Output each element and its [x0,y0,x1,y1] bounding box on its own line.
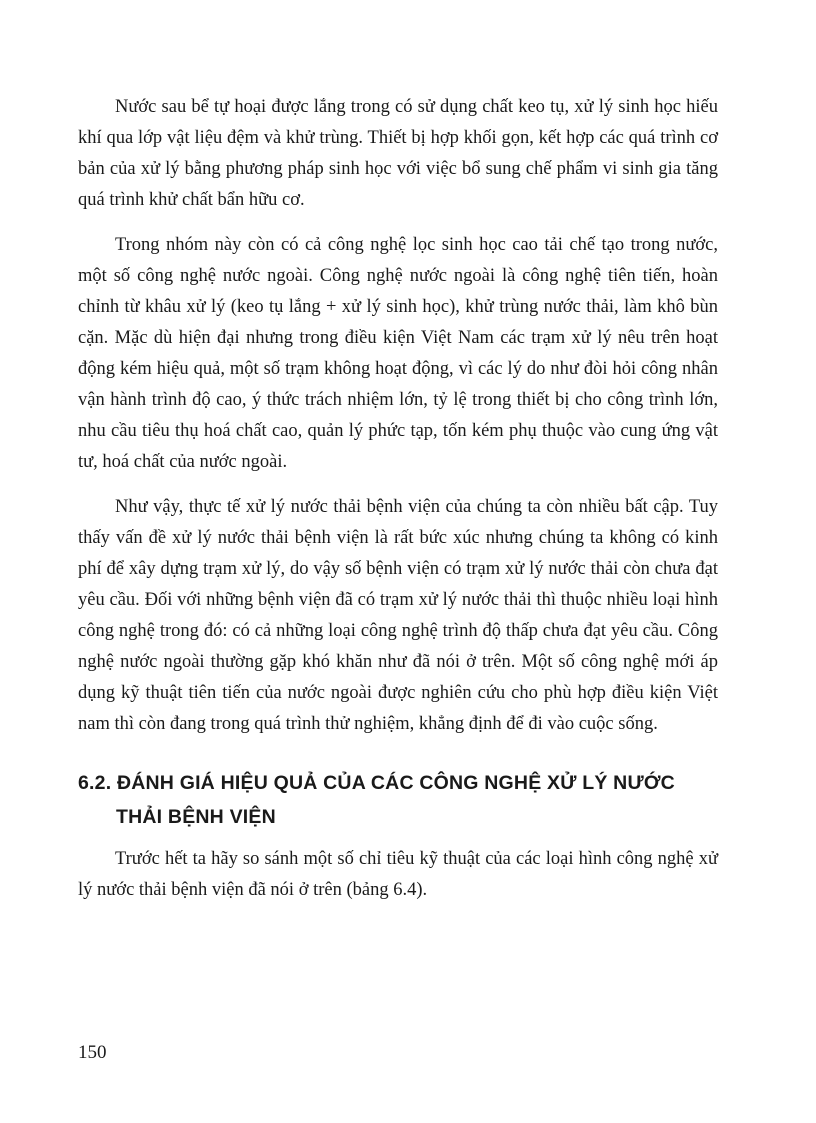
paragraph-treatment-process: Nước sau bể tự hoại được lắng trong có sử dụng chất keo tụ, xử lý sinh học hiếu khí qua lớp vật liệu đệm và khử trùng. Thiết bị hợp khối gọn, kết hợp các quá trình cơ bản của xử lý bằng phương pháp sinh học với việc bổ sung chế phẩm vi sinh gia tăng quá trình khử chất bẩn hữu cơ. [78,97,718,210]
paragraph-technology-group: Trong nhóm này còn có cả công nghệ lọc sinh học cao tải chế tạo trong nước, một số công nghệ nước ngoài. Công nghệ nước ngoài là công nghệ tiên tiến, hoàn chỉnh từ khâu xử lý (keo tụ lắng + xử lý sinh học), khử trùng nước thải, làm khô bùn cặn. Mặc dù hiện đại nhưng trong điều kiện Việt Nam các trạm xử lý nêu trên hoạt động kém hiệu quả, một số trạm không hoạt động, vì các lý do như đòi hỏi công nhân vận hành trình độ cao, ý thức trách nhiệm lớn, tỷ lệ trong thiết bị cho công trình lớn, nhu cầu tiêu thụ hoá chất cao, quản lý phức tạp, tốn kém phụ thuộc vào cung ứng vật tư, hoá chất của nước ngoài. [78,235,718,472]
paragraph-current-situation: Như vậy, thực tế xử lý nước thải bệnh viện của chúng ta còn nhiều bất cập. Tuy thấy vấn đề xử lý nước thải bệnh viện là rất bức xúc nhưng chúng ta không có kinh phí để xây dựng trạm xử lý, do vậy số bệnh viện có trạm xử lý nước thải còn chưa đạt yêu cầu. Đối với những bệnh viện đã có trạm xử lý nước thải thì thuộc nhiều loại hình công nghệ trong đó: có cả những loại công nghệ trình độ thấp chưa đạt yêu cầu. Công nghệ nước ngoài thường gặp khó khăn như đã nói ở trên. Một số công nghệ mới áp dụng kỹ thuật tiên tiến của nước ngoài được nghiên cứu cho phù hợp điều kiện Việt nam thì còn đang trong quá trình thử nghiệm, khẳng định để đi vào cuộc sống. [78,497,718,734]
section-title-line1: ĐÁNH GIÁ HIỆU QUẢ CỦA CÁC CÔNG NGHỆ XỬ LÝ NƯỚC [116,772,675,794]
paragraph-comparison-intro: Trước hết ta hãy so sánh một số chỉ tiêu kỹ thuật của các loại hình công nghệ xử lý nước thải bệnh viện đã nói ở trên (bảng 6.4). [78,849,718,900]
section-heading [78,766,718,834]
page-number: 150 [78,1042,107,1063]
document-page [78,92,718,920]
section-title-line2: THẢI BỆNH VIỆN [116,806,276,828]
section-number: 6.2. [78,772,112,794]
